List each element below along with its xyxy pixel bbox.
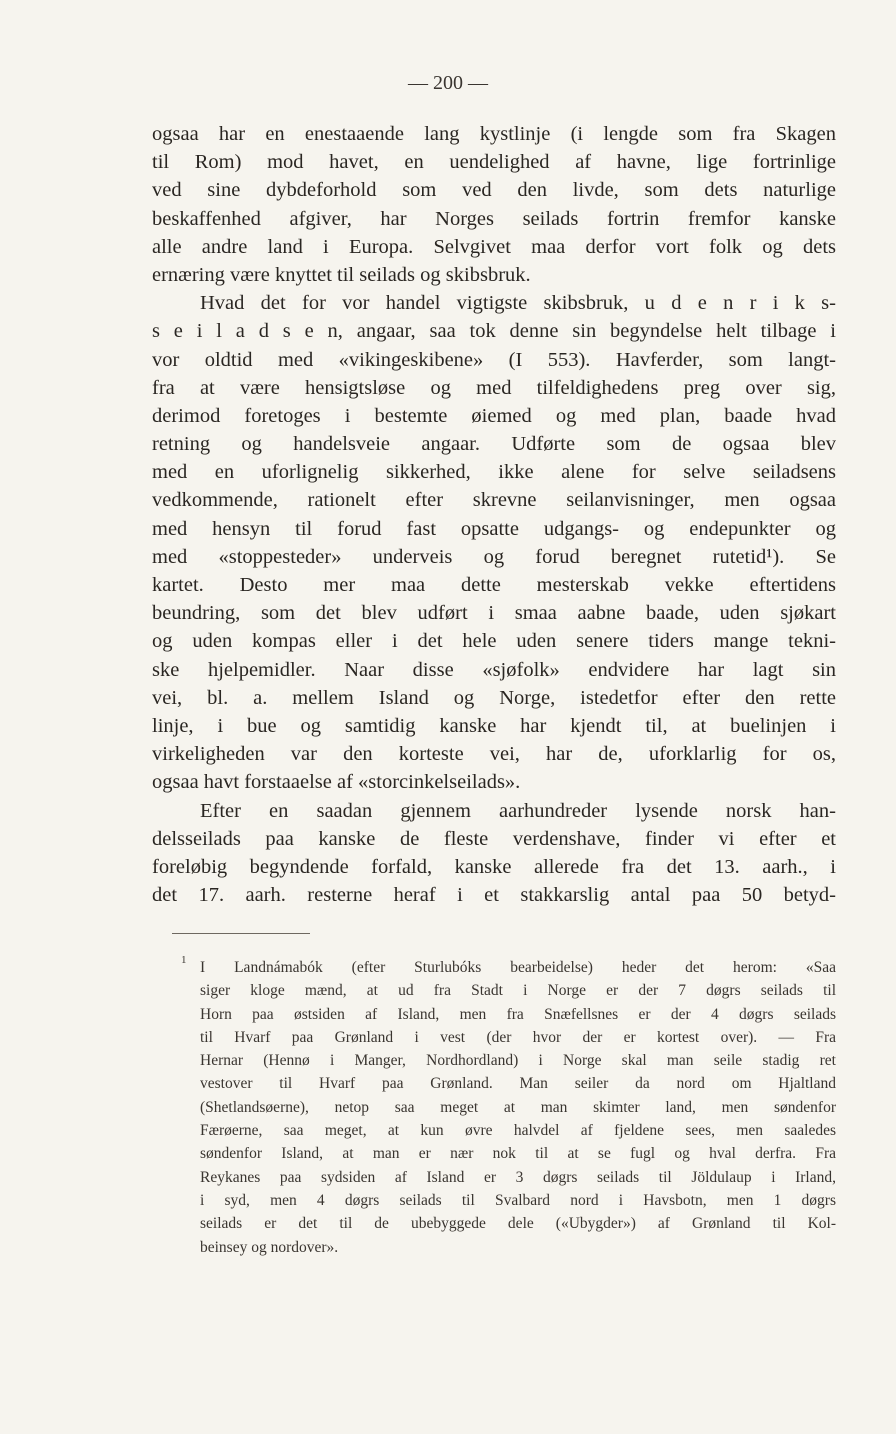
footnote-line: siger kloge mænd, at ud fra Stadt i Norge er der 7 døgrs seilads til bbox=[200, 982, 836, 1000]
body-line: linje, i bue og samtidig kanske har kjendt til, at buelinjen i bbox=[152, 714, 836, 737]
page-number: — 200 — bbox=[408, 72, 488, 94]
body-line: Hvad det for vor handel vigtigste skibsbruk, u d e n r i k s- bbox=[200, 292, 836, 315]
footnote-line: Hernar (Hennø i Manger, Nordhordland) i Norge skal man seile stadig ret bbox=[200, 1052, 836, 1070]
body-line: ernæring være knyttet til seilads og skibsbruk. bbox=[152, 263, 531, 286]
body-text bbox=[152, 120, 836, 909]
body-line: ogsaa har en enestaaende lang kystlinje (i lengde som fra Skagen bbox=[152, 123, 836, 145]
body-line: fra at være hensigtsløse og med tilfeldighedens preg over sig, bbox=[152, 376, 836, 399]
footnote-line: Færøerne, saa meget, at kun øvre halvdel af fjeldene sees, men saaledes bbox=[200, 1122, 836, 1140]
footnote-line: (Shetlandsøerne), netop saa meget at man skimter land, men søndenfor bbox=[200, 1098, 836, 1116]
body-line: beskaffenhed afgiver, har Norges seilads fortrin fremfor kanske bbox=[152, 207, 836, 230]
body-line: og uden kompas eller i det hele uden senere tiders mange tekni- bbox=[152, 630, 836, 653]
body-line: foreløbig begyndende forfald, kanske allerede fra det 13. aarh., i bbox=[152, 855, 836, 878]
body-line: ogsaa havt forstaaelse af «storcinkelseilads». bbox=[152, 771, 521, 794]
body-line: Efter en saadan gjennem aarhundreder lysende norsk han- bbox=[200, 799, 836, 822]
body-line: vedkommende, rationelt efter skrevne seilanvisninger, men ogsaa bbox=[152, 489, 836, 512]
body-line: beundring, som det blev udført i smaa aabne baade, uden sjøkart bbox=[152, 602, 836, 625]
body-line: til Rom) mod havet, en uendelighed af havne, lige fortrinlige bbox=[152, 151, 836, 174]
body-line: vei, bl. a. mellem Island og Norge, istedetfor efter den rette bbox=[152, 686, 836, 709]
body-line: retning og handelsveie angaar. Udførte som de ogsaa blev bbox=[152, 433, 836, 456]
footnote-line: seilads er det til de ubebyggede dele («Ubygder») af Grønland til Kol- bbox=[200, 1215, 836, 1233]
body-line: ved sine dybdeforhold som ved den livde, som dets naturlige bbox=[152, 179, 836, 202]
footnote-divider bbox=[172, 933, 310, 934]
body-line: vor oldtid med «vikingeskibene» (I 553). Havferder, som langt- bbox=[152, 348, 836, 371]
body-line: med hensyn til forud fast opsatte udgangs- og endepunkter og bbox=[152, 517, 836, 540]
footnote-marker: 1 bbox=[181, 954, 187, 966]
footnote-text bbox=[200, 956, 836, 1259]
footnote-line: søndenfor Island, at man er nær nok til at se fugl og hval derfra. Fra bbox=[200, 1145, 836, 1163]
body-line: med en uforlignelig sikkerhed, ikke alene for selve seiladsens bbox=[152, 461, 836, 484]
body-line: kartet. Desto mer maa dette mesterskab vekke eftertidens bbox=[152, 574, 836, 596]
body-line: delsseilads paa kanske de fleste verdenshave, finder vi efter et bbox=[152, 827, 836, 850]
footnote-line: i syd, men 4 døgrs seilads til Svalbard nord i Havsbotn, men 1 døgrs bbox=[200, 1191, 836, 1209]
footnote-line: Horn paa østsiden af Island, men fra Snæfellsnes er der 4 døgrs seilads bbox=[200, 1005, 836, 1023]
body-line: med «stoppesteder» underveis og forud beregnet rutetid¹). Se bbox=[152, 545, 836, 568]
footnote-line: til Hvarf paa Grønland i vest (der hvor der er kortest over). — Fra bbox=[200, 1028, 836, 1046]
footnote-line: I Landnámabók (efter Sturlubóks bearbeidelse) heder det herom: «Saa bbox=[200, 959, 836, 976]
body-line: det 17. aarh. resterne heraf i et stakkarslig antal paa 50 betyd- bbox=[152, 884, 836, 907]
body-line: virkeligheden var den korteste vei, har de, uforklarlig for os, bbox=[152, 743, 836, 766]
body-line: alle andre land i Europa. Selvgivet maa derfor vort folk og dets bbox=[152, 235, 836, 258]
body-line: s e i l a d s e n, angaar, saa tok denne sin begyndelse helt tilbage i bbox=[152, 320, 836, 343]
body-line: ske hjelpemidler. Naar disse «sjøfolk» endvidere har lagt sin bbox=[152, 658, 836, 681]
footnote-line: beinsey og nordover». bbox=[200, 1238, 339, 1256]
footnote-line: vestover til Hvarf paa Grønland. Man seiler da nord om Hjaltland bbox=[200, 1075, 836, 1093]
footnote-line: Reykanes paa sydsiden af Island er 3 døgrs seilads til Jöldulaup i Irland, bbox=[200, 1168, 836, 1186]
body-line: derimod foretoges i bestemte øiemed og med plan, baade hvad bbox=[152, 404, 836, 427]
